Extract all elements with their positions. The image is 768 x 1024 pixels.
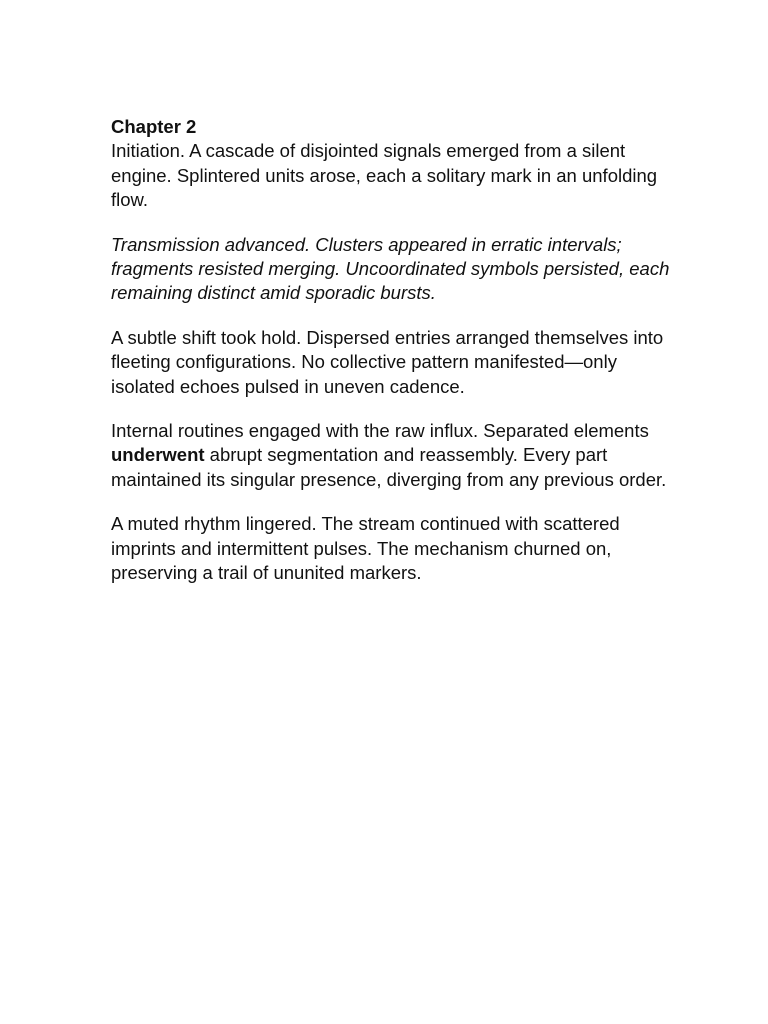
paragraph-4-emphasis: underwent bbox=[111, 444, 205, 466]
chapter-title: Chapter 2 bbox=[111, 116, 197, 137]
paragraph-1: Initiation. A cascade of disjointed signals emerged from a silent engine. Splintered units arose, each a solitary mark in an unfolding flow. bbox=[111, 140, 658, 211]
paragraph-5: A muted rhythm lingered. The stream continued with scattered imprints and intermittent pulses. The mechanism churned on, preserving a trail of ununited markers. bbox=[111, 513, 620, 584]
paragraph-4 bbox=[111, 419, 671, 492]
paragraph-3: A subtle shift took hold. Dispersed entries arranged themselves into fleeting configurations. No collective pattern manifested—only isolated echoes pulsed in uneven cadence. bbox=[111, 326, 664, 397]
paragraph-4-after: abrupt segmentation and reassembly. Every part maintained its singular presence, diverging from any previous order. bbox=[111, 444, 667, 490]
document-page bbox=[111, 115, 671, 606]
paragraph-4-before: Internal routines engaged with the raw influx. Separated elements bbox=[111, 420, 649, 442]
paragraph-2: Transmission advanced. Clusters appeared in erratic intervals; fragments resisted merging. Uncoordinated symbols persisted, each remaining distinct amid sporadic bursts. bbox=[111, 233, 670, 304]
